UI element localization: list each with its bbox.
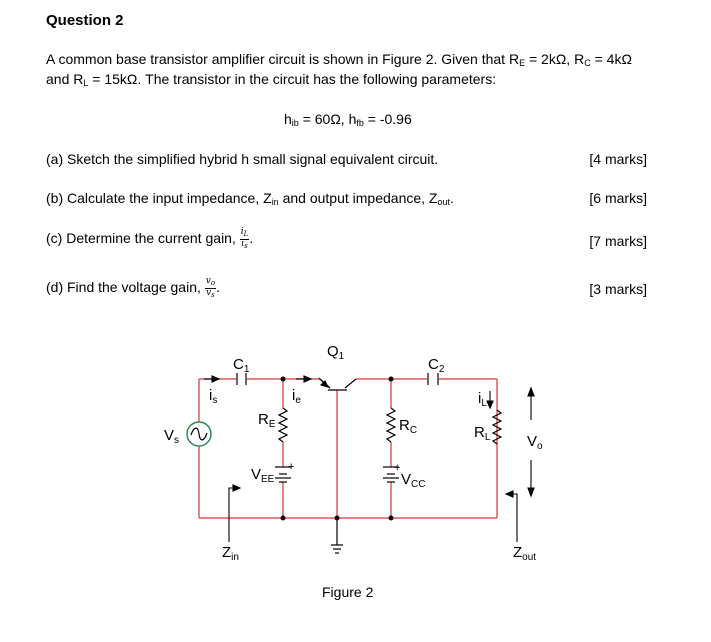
label-vcc: $V_{CC}$ [401, 471, 426, 490]
zin-arrow-head [233, 485, 240, 491]
label-re: $R_E$ [258, 411, 276, 430]
junction-dot [281, 377, 286, 382]
question-text: . [249, 230, 254, 247]
intro-text: = 4kΩ [590, 51, 632, 67]
subscript: E [519, 58, 526, 68]
subscript: L [83, 78, 89, 88]
label-vee: $V_{EE}$ [251, 466, 275, 485]
resistor-rl [493, 410, 501, 444]
param-text: = 60Ω, h [298, 111, 357, 127]
zout-arrow [510, 494, 517, 542]
subscript: L [243, 230, 249, 238]
junction-dot [389, 516, 394, 521]
circuit-diagram [0, 330, 711, 642]
il-arrow-head [487, 401, 493, 408]
label-rl: $R_L$ [474, 424, 491, 443]
subscript: fb [356, 118, 364, 128]
resistor-rc [387, 408, 395, 442]
label-c1: $C_1$ [233, 356, 250, 375]
fraction-denominator: i [241, 239, 245, 249]
subscript: ib [291, 118, 299, 128]
label-zout: $Z_{out}$ [513, 544, 537, 563]
subscript: o [210, 279, 216, 287]
label-ie: $i_e$ [292, 387, 301, 406]
question-b [46, 190, 454, 207]
question-d-marks: [3 marks] [589, 281, 647, 297]
zin-arrow [229, 488, 236, 542]
intro-line-2 [46, 71, 496, 88]
subscript: C [584, 58, 591, 68]
question-text: and output impedance, Z [278, 190, 438, 206]
transistor-parameters [284, 111, 412, 128]
vo-arrow-head-up [528, 388, 534, 396]
subscript: s [244, 242, 248, 250]
question-text: . [450, 190, 454, 206]
intro-text: = 15kΩ. The transistor in the circuit has the following parameters: [88, 71, 497, 87]
label-q1: $Q_1$ [327, 343, 345, 362]
vo-arrow-head-down [528, 488, 534, 496]
junction-dot [389, 377, 394, 382]
question-title: Question 2 [46, 12, 124, 29]
label-rc: $R_C$ [399, 417, 418, 436]
question-c-marks: [7 marks] [589, 233, 647, 249]
question-c [46, 228, 253, 251]
subscript: s [211, 291, 215, 299]
intro-line-1 [46, 51, 632, 68]
param-text: = -0.96 [363, 111, 412, 127]
figure-caption: Figure 2 [322, 584, 374, 600]
junction-dot [335, 516, 340, 521]
junction-dot [281, 516, 286, 521]
question-a: (a) Sketch the simplified hybrid h small signal equivalent circuit. [46, 151, 439, 167]
zout-arrow-head [506, 491, 513, 497]
label-zin: $Z_{in}$ [222, 544, 239, 563]
transistor-collector [345, 379, 356, 388]
ie-arrow-head [304, 376, 311, 382]
question-a-marks: [4 marks] [589, 151, 647, 167]
intro-text: and R [46, 71, 84, 87]
question-text: . [216, 279, 220, 296]
fraction-denominator: v [206, 288, 212, 298]
fraction-numerator: v [205, 276, 211, 286]
subscript: in [271, 197, 279, 207]
intro-text: A common base transistor amplifier circuit is shown in Figure 2. Given that R [46, 51, 520, 67]
label-is: $i_s$ [209, 387, 218, 406]
subscript: out [437, 197, 450, 207]
label-il: $i_L$ [478, 390, 487, 409]
voltage-gain-fraction [205, 277, 216, 300]
question-d [46, 277, 220, 300]
question-text: (c) Determine the current gain, [46, 230, 236, 247]
components [237, 373, 501, 553]
question-b-marks: [6 marks] [589, 190, 647, 206]
label-c2: $C_2$ [428, 356, 445, 375]
current-gain-fraction [240, 228, 250, 251]
param-text: h [284, 111, 292, 127]
emitter-arrow-head [321, 381, 328, 387]
label-vo: $V_o$ [527, 433, 543, 452]
label-vs: $V_s$ [164, 427, 180, 446]
resistor-re [279, 408, 287, 442]
question-text: (b) Calculate the input impedance, Z [46, 190, 272, 206]
intro-text: = 2kΩ, R [525, 51, 585, 67]
fraction-numerator: i [240, 227, 244, 237]
wires [199, 379, 497, 518]
is-arrow-head [212, 376, 219, 382]
question-text: (d) Find the voltage gain, [46, 279, 201, 296]
label-vee-plus: + [288, 461, 295, 473]
label-vcc-plus: + [394, 462, 401, 474]
